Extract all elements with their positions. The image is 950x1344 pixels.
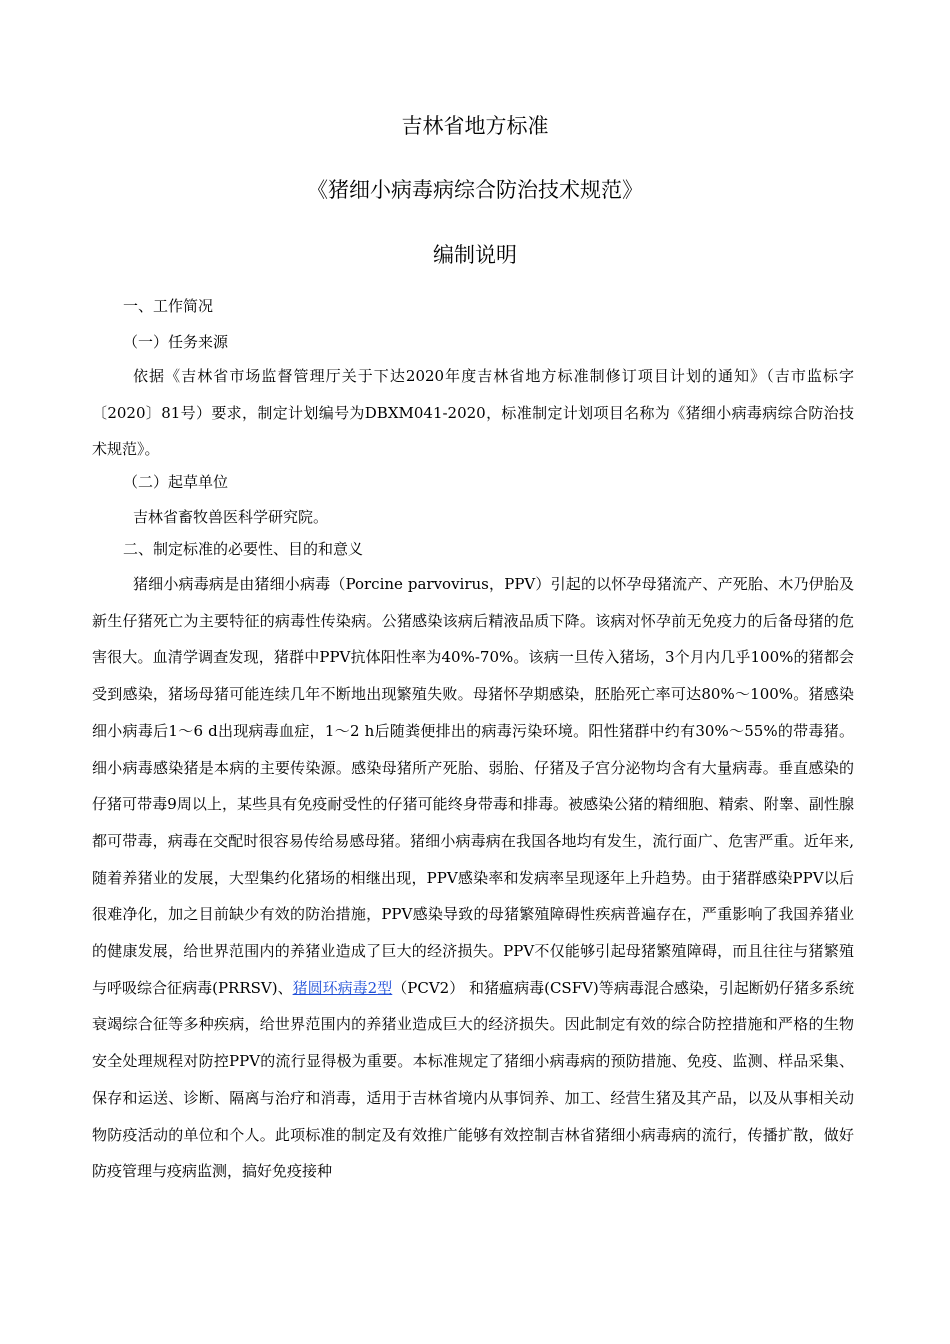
section-1-sub-2-label: （二）起草单位 — [123, 473, 229, 491]
section-2-text-after-link: （PCV2） 和猪瘟病毒(CSFV)等病毒混合感染，引起断奶仔猪多系统衰竭综合征等多种疾病，给世界范围内的养猪业造成巨大的经济损失。因此制定有效的综合防控措施和严格的生物安全处理规程对防控PPV的流行显得极为重要。本标准规定了猪细小病毒病的预防措施、免疫、监测、样品采集、保存和运送、诊断、隔离与治疗和消毒，适用于吉林省境内从事饲养、加工、经营生猪及其产品，以及从事相关动物防疫活动的单位和个人。此项标准的制定及有效推广能够有效控制吉林省猪细小病毒病的流行，传播扩散，做好防疫管理与疫病监测，搞好免疫接种 — [92, 978, 855, 1181]
section-2-paragraph — [92, 566, 854, 1190]
section-2-text-before-link: 猪细小病毒病是由猪细小病毒（Porcine parvovirus，PPV）引起的以怀孕母猪流产、产死胎、木乃伊胎及新生仔猪死亡为主要特征的病毒性传染病。公猪感染该病后精液品质下降。该病对怀孕前无免疫力的后备母猪的危害很大。血清学调查发现，猪群中PPV抗体阳性率为40%-70%。该病一旦传入猪场，3个月内几乎100%的猪都会受到感染，猪场母猪可能连续几年不断地出现繁殖失败。母猪怀孕期感染，胚胎死亡率可达80%～100%。猪感染细小病毒后1～6 d出现病毒血症，1～2 h后随粪便排出的病毒污染环境。阳性猪群中约有30%～55%的带毒猪。细小病毒感染猪是本病的主要传染源。感染母猪所产死胎、弱胎、仔猪及子宫分泌物均含有大量病毒。垂直感染的仔猪可带毒9周以上，某些具有免疫耐受性的仔猪可能终身带毒和排毒。被感染公猪的精细胞、精索、附睾、副性腺都可带毒，病毒在交配时很容易传给易感母猪。猪细小病毒病在我国各地均有发生，流行面广、危害严重。近年来,随着养猪业的发展，大型集约化猪场的相继出现，PPV感染率和发病率呈现逐年上升趋势。由于猪群感染PPV以后很难净化，加之目前缺少有效的防治措施，PPV感染导致的母猪繁殖障碍性疾病普遍存在，严重影响了我国养猪业的健康发展，给世界范围内的养猪业造成了巨大的经济损失。PPV不仅能够引起母猪繁殖障碍，而且往往与猪繁殖与呼吸综合征病毒(PRRSV)、 — [92, 575, 854, 997]
section-1-sub-1-label: （一）任务来源 — [123, 333, 229, 351]
section-1-sub-1-text: 依据《吉林省市场监督管理厅关于下达2020年度吉林省地方标准制修订项目计划的通知》（吉市监标字〔2020〕81号）要求，制定计划编号为DBXM041-2020，标准制定计划项目名称为《猪细小病毒病综合防治技术规范》。 — [92, 367, 854, 459]
document-title-line-2: 《猪细小病毒病综合防治技术规范》 — [307, 178, 643, 202]
section-1-heading: 一、工作简况 — [123, 297, 214, 315]
document-title-line-1: 吉林省地方标准 — [401, 114, 549, 138]
section-1-sub-2-text: 吉林省畜牧兽医科学研究院。 — [133, 508, 329, 526]
document-title-line-3: 编制说明 — [433, 243, 517, 267]
section-2-heading: 二、制定标准的必要性、目的和意义 — [123, 540, 364, 558]
pcv2-link[interactable]: 猪圆环病毒2型 — [292, 978, 393, 997]
